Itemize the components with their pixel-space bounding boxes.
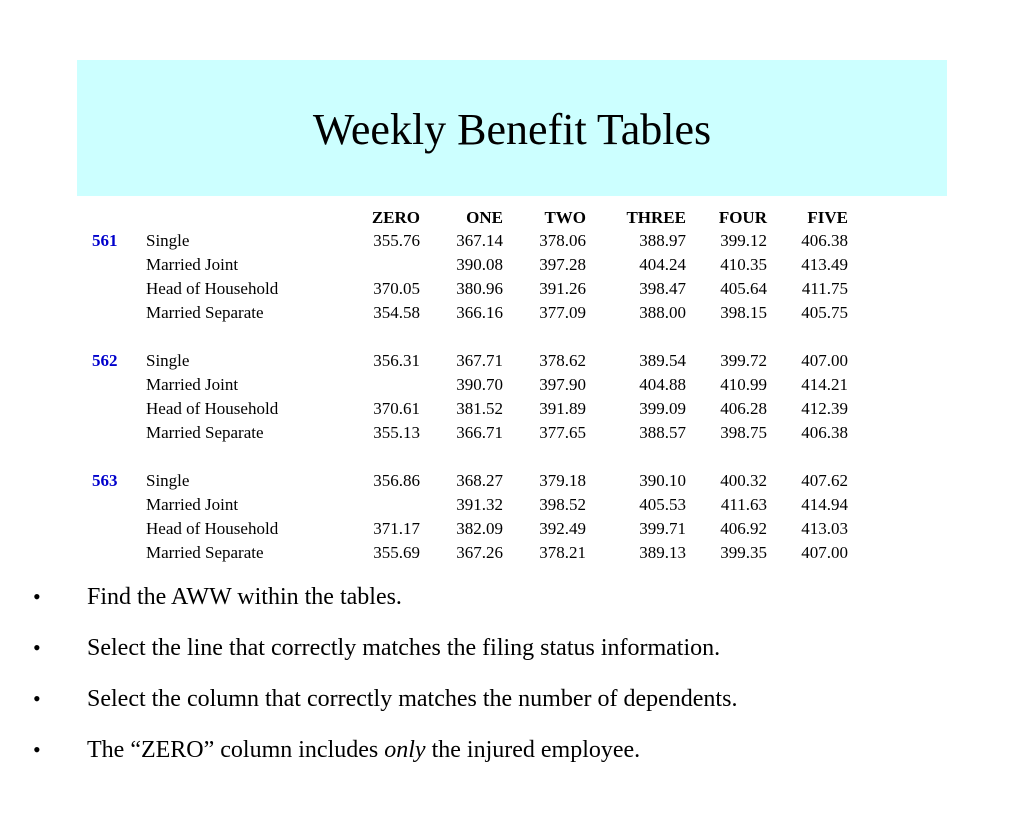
text-segment: the injured employee. xyxy=(425,737,641,763)
bullet-text xyxy=(87,633,720,663)
benefit-value: 413.03 xyxy=(801,519,848,538)
benefit-value: 391.89 xyxy=(539,399,586,418)
benefit-value: 354.58 xyxy=(373,303,420,322)
benefit-value: 378.21 xyxy=(539,543,586,562)
benefit-value: 366.71 xyxy=(456,423,503,442)
benefit-value: 405.64 xyxy=(720,279,767,298)
benefit-value: 398.47 xyxy=(639,279,686,298)
filing-status-label: Head of Household xyxy=(146,399,279,418)
filing-status-label: Married Joint xyxy=(146,375,239,394)
benefit-value: 410.99 xyxy=(720,375,767,394)
bullet-marker: • xyxy=(33,584,41,609)
benefit-value: 379.18 xyxy=(539,471,586,490)
benefit-value: 399.12 xyxy=(720,231,767,250)
column-header: THREE xyxy=(626,208,686,227)
benefit-value: 355.76 xyxy=(373,231,420,250)
benefit-value: 370.05 xyxy=(373,279,420,298)
benefit-value: 400.32 xyxy=(720,471,767,490)
benefit-value: 407.00 xyxy=(801,351,848,370)
benefit-value: 389.13 xyxy=(639,543,686,562)
filing-status-label: Head of Household xyxy=(146,279,279,298)
benefit-value: 414.94 xyxy=(801,495,848,514)
column-header: FOUR xyxy=(718,208,767,227)
benefit-value: 398.52 xyxy=(539,495,586,514)
benefit-value: 399.09 xyxy=(639,399,686,418)
table-code: 562 xyxy=(92,351,118,370)
benefit-value: 355.69 xyxy=(373,543,420,562)
benefit-value: 399.35 xyxy=(720,543,767,562)
benefit-value: 390.10 xyxy=(639,471,686,490)
benefit-value: 389.54 xyxy=(639,351,686,370)
filing-status-label: Married Separate xyxy=(146,423,264,442)
benefit-value: 370.61 xyxy=(373,399,420,418)
filing-status-label: Married Joint xyxy=(146,495,239,514)
page-title: Weekly Benefit Tables xyxy=(312,105,712,154)
benefit-value: 391.26 xyxy=(539,279,586,298)
benefit-value: 367.26 xyxy=(456,543,503,562)
table-code: 563 xyxy=(92,471,118,490)
filing-status-label: Single xyxy=(146,231,190,250)
benefit-value: 356.86 xyxy=(373,471,420,490)
benefit-value: 356.31 xyxy=(373,351,420,370)
benefit-value: 410.35 xyxy=(720,255,767,274)
bullet-item xyxy=(0,626,1024,666)
column-header: FIVE xyxy=(807,208,848,227)
bullet-item xyxy=(0,575,1024,615)
filing-status-label: Single xyxy=(146,471,190,490)
benefit-value: 377.09 xyxy=(539,303,586,322)
benefit-value: 405.53 xyxy=(639,495,686,514)
benefit-value: 367.14 xyxy=(456,231,503,250)
filing-status-label: Married Separate xyxy=(146,543,264,562)
benefit-value: 371.17 xyxy=(373,519,420,538)
benefit-value: 399.71 xyxy=(639,519,686,538)
benefit-value: 414.21 xyxy=(801,375,848,394)
text-segment: Select the line that correctly matches the filing status information. xyxy=(87,635,721,661)
benefit-value: 378.62 xyxy=(539,351,586,370)
benefit-value: 388.97 xyxy=(639,231,686,250)
filing-status-label: Married Joint xyxy=(146,255,239,274)
text-segment: Find the AWW within the tables. xyxy=(87,584,402,610)
bullet-item xyxy=(0,728,1024,768)
benefit-value: 405.75 xyxy=(801,303,848,322)
benefit-value: 355.13 xyxy=(373,423,420,442)
benefit-value: 368.27 xyxy=(456,471,503,490)
column-header: ONE xyxy=(466,208,503,227)
bullet-marker: • xyxy=(33,737,41,762)
benefit-value: 398.15 xyxy=(720,303,767,322)
benefit-value: 378.06 xyxy=(539,231,586,250)
benefit-value: 407.00 xyxy=(801,543,848,562)
benefit-value: 399.72 xyxy=(720,351,767,370)
bullet-marker: • xyxy=(33,686,41,711)
benefit-value: 382.09 xyxy=(456,519,503,538)
bullet-text xyxy=(87,735,640,765)
bullet-marker: • xyxy=(33,635,41,660)
benefit-value: 397.90 xyxy=(539,375,586,394)
benefit-value: 406.92 xyxy=(720,519,767,538)
benefit-value: 406.38 xyxy=(801,423,848,442)
benefit-value: 412.39 xyxy=(801,399,848,418)
benefit-value: 398.75 xyxy=(720,423,767,442)
benefit-value: 381.52 xyxy=(456,399,503,418)
bullet-text xyxy=(87,684,737,714)
bullet-item xyxy=(0,677,1024,717)
bullet-text xyxy=(87,582,402,612)
table-code: 561 xyxy=(92,231,118,250)
benefit-value: 404.88 xyxy=(639,375,686,394)
text-segment: The “ZERO” column includes xyxy=(87,737,385,763)
benefit-value: 406.28 xyxy=(720,399,767,418)
benefit-value: 406.38 xyxy=(801,231,848,250)
filing-status-label: Single xyxy=(146,351,190,370)
text-segment: Select the column that correctly matches the number of dependents. xyxy=(87,686,738,712)
benefit-value: 377.65 xyxy=(539,423,586,442)
benefit-value: 367.71 xyxy=(456,351,503,370)
benefit-value: 391.32 xyxy=(456,495,503,514)
column-header: ZERO xyxy=(371,208,420,227)
filing-status-label: Married Separate xyxy=(146,303,264,322)
benefit-value: 388.57 xyxy=(639,423,686,442)
benefit-value: 390.08 xyxy=(456,255,503,274)
benefit-value: 397.28 xyxy=(539,255,586,274)
benefit-value: 404.24 xyxy=(639,255,686,274)
benefit-value: 366.16 xyxy=(456,303,503,322)
benefit-value: 390.70 xyxy=(456,375,503,394)
benefit-value: 407.62 xyxy=(801,471,848,490)
benefit-value: 380.96 xyxy=(456,279,503,298)
benefit-value: 413.49 xyxy=(801,255,848,274)
benefit-value: 411.75 xyxy=(801,279,848,298)
benefit-value: 388.00 xyxy=(639,303,686,322)
column-header: TWO xyxy=(544,208,586,227)
filing-status-label: Head of Household xyxy=(146,519,279,538)
benefit-value: 392.49 xyxy=(539,519,586,538)
benefit-value: 411.63 xyxy=(720,495,767,514)
emphasis-text: only xyxy=(384,737,426,763)
